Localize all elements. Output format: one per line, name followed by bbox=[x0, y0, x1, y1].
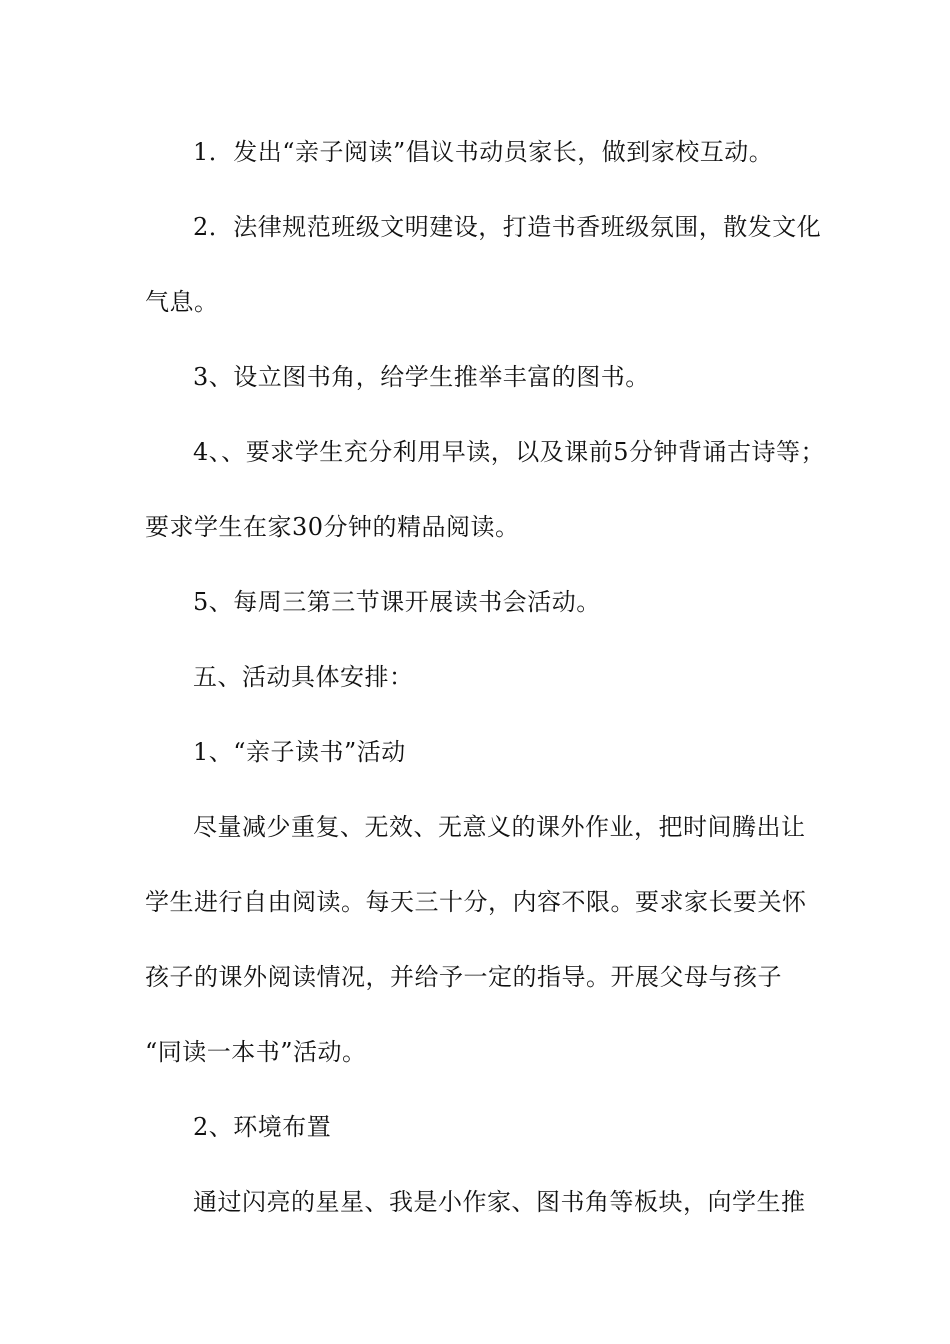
paragraph-1-line-1: 尽量减少重复、无效、无意义的课外作业，把时间腾出让 bbox=[193, 813, 806, 841]
item-1-line: 1．发出“亲子阅读”倡议书动员家长，做到家校互动。 bbox=[193, 138, 774, 166]
item-2-continuation: 气息。 bbox=[145, 288, 219, 316]
subsection-2-heading: 2、环境布置 bbox=[193, 1113, 332, 1141]
document-body bbox=[145, 130, 826, 1255]
subsection-1-heading: 1、“亲子读书”活动 bbox=[193, 738, 406, 766]
paragraph-1-line-3: 孩子的课外阅读情况，并给予一定的指导。开展父母与孩子 bbox=[145, 963, 782, 991]
paragraph-1-line-4: “同读一本书”活动。 bbox=[145, 1038, 367, 1066]
item-4-line: 4、、要求学生充分利用早读，以及课前5分钟背诵古诗等； bbox=[193, 438, 826, 466]
item-5-line: 5、每周三第三节课开展读书会活动。 bbox=[193, 588, 601, 616]
item-2-line: 2．法律规范班级文明建设，打造书香班级氛围，散发文化 bbox=[193, 213, 822, 241]
paragraph-2-line-1: 通过闪亮的星星、我是小作家、图书角等板块，向学生推 bbox=[193, 1188, 806, 1216]
paragraph-1-line-2: 学生进行自由阅读。每天三十分，内容不限。要求家长要关怀 bbox=[145, 888, 807, 916]
item-3-line: 3、设立图书角，给学生推举丰富的图书。 bbox=[193, 363, 650, 391]
item-4-continuation: 要求学生在家30分钟的精品阅读。 bbox=[145, 513, 520, 541]
section-heading: 五、活动具体安排： bbox=[193, 663, 414, 691]
